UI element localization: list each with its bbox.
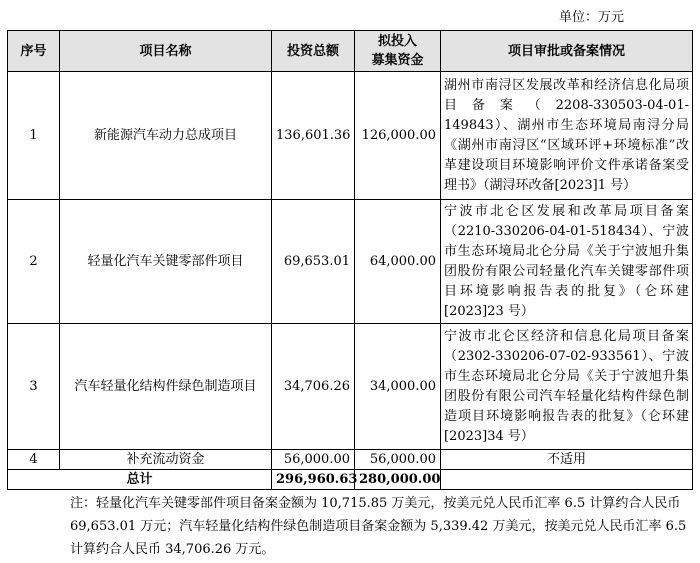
- header-raised-line2: 募集资金: [371, 53, 424, 68]
- header-project-name: 项目名称: [60, 31, 272, 72]
- total-investment-sum: 296,960.63: [272, 470, 355, 490]
- row-seq: 4: [8, 450, 60, 470]
- total-approval: [441, 470, 693, 490]
- total-raised-sum: 280,000.00: [355, 470, 441, 490]
- table-row: [8, 450, 693, 470]
- fund-usage-table: [7, 30, 693, 490]
- row-seq: 3: [8, 324, 60, 450]
- table-row: [8, 324, 693, 450]
- row-total-investment: 34,706.26: [272, 324, 355, 450]
- unit-label: 单位：万元: [558, 10, 624, 25]
- row-raised-funds: 34,000.00: [355, 324, 441, 450]
- header-total-investment: 投资总额: [272, 31, 355, 72]
- row-seq: 2: [8, 200, 60, 324]
- table-row: [8, 72, 693, 200]
- row-approval: 湖州市南浔区发展改革和经济信息化局项目备案（2208-330503-04-01-149843）、湖州市生态环境局南浔分局《湖州市南浔区“区域环评+环境标准”改革建设项目环境影响评价文件承诺备案受理书》（湖浔环改备[2023]1 号）: [441, 72, 693, 200]
- header-approval: 项目审批或备案情况: [441, 31, 693, 72]
- row-total-investment: 69,653.01: [272, 200, 355, 324]
- header-raised-line1: 拟投入: [377, 34, 417, 49]
- row-approval: 不适用: [441, 450, 693, 470]
- total-label: 总计: [8, 470, 272, 490]
- table-header-row: [8, 31, 693, 72]
- header-seq: 序号: [8, 31, 60, 72]
- row-project-name: 补充流动资金: [60, 450, 272, 470]
- row-total-investment: 136,601.36: [272, 72, 355, 200]
- row-project-name: 汽车轻量化结构件绿色制造项目: [60, 324, 272, 450]
- table-row: [8, 200, 693, 324]
- row-project-name: 轻量化汽车关键零部件项目: [60, 200, 272, 324]
- row-raised-funds: 126,000.00: [355, 72, 441, 200]
- footnote: [70, 492, 690, 561]
- row-approval: 宁波市北仑区发展和改革局项目备案（2210-330206-04-01-518434）、宁波市生态环境局北仑分局《关于宁波旭升集团股份有限公司轻量化汽车关键零部件项目环境影响报告表的批复》（仑环建[2023]23 号）: [441, 200, 693, 324]
- row-project-name: 新能源汽车动力总成项目: [60, 72, 272, 200]
- row-seq: 1: [8, 72, 60, 200]
- row-approval: 宁波市北仑区经济和信息化局项目备案（2302-330206-07-02-933561）、宁波市生态环境局北仑分局《关于宁波旭升集团股份有限公司汽车轻量化结构件绿色制造项目环境影响报告表的批复》（仑环建[2023]34 号）: [441, 324, 693, 450]
- footnote-text: 注：轻量化汽车关键零部件项目备案金额为 10,715.85 万美元，按美元兑人民币汇率 6.5 计算约合人民币 69,653.01 万元；汽车轻量化结构件绿色制造项目备案金额为 5,339.42 万美元，按美元兑人民币汇率 6.5 计算约合人民币 34,706.26 万元。: [70, 496, 687, 557]
- row-raised-funds: 56,000.00: [355, 450, 441, 470]
- total-row: [8, 470, 693, 490]
- row-total-investment: 56,000.00: [272, 450, 355, 470]
- header-raised-funds: [355, 31, 441, 72]
- row-raised-funds: 64,000.00: [355, 200, 441, 324]
